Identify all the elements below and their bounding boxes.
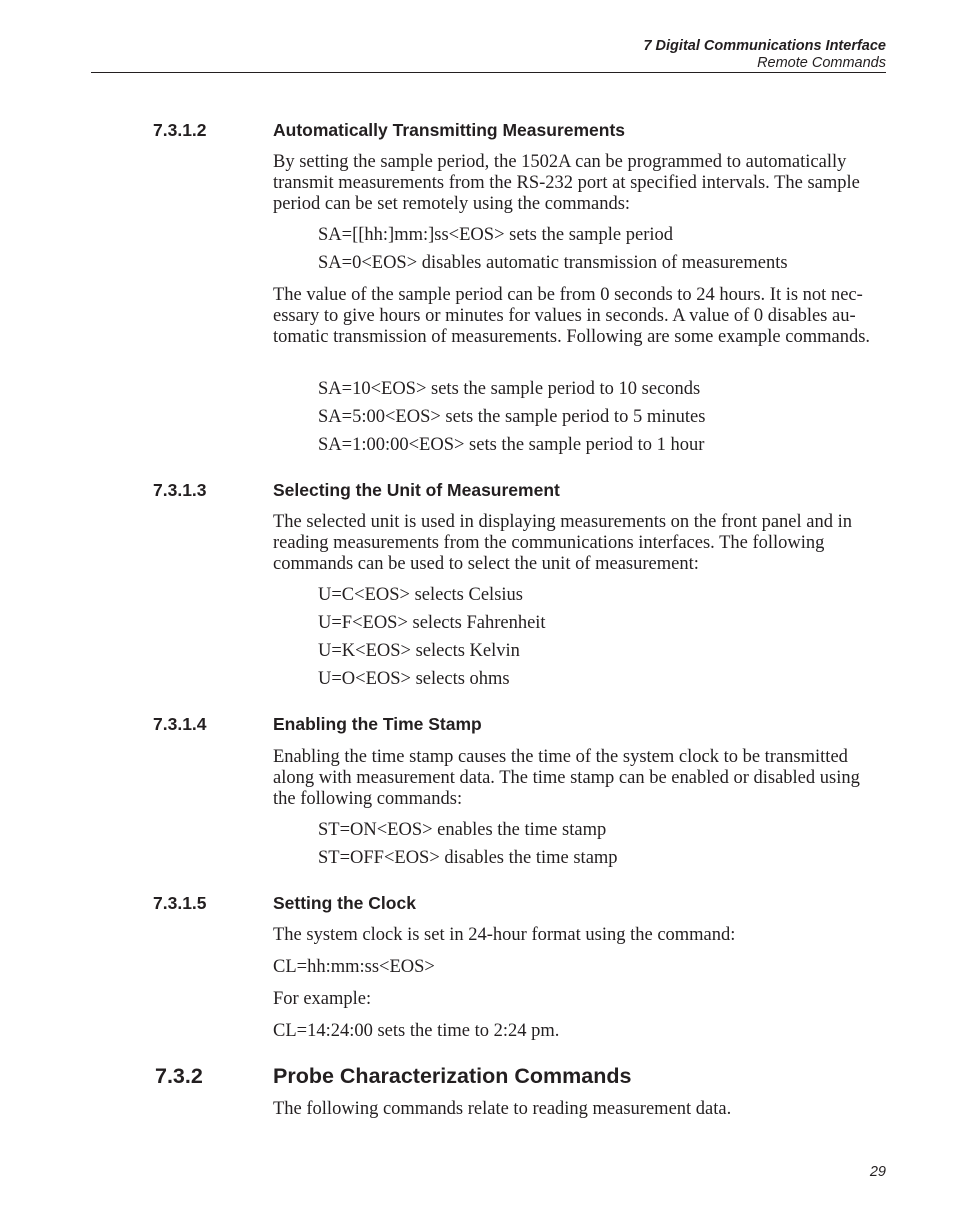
command-line: ST=OFF<EOS> disables the time stamp <box>318 848 618 868</box>
section-number: 7.3.1.5 <box>153 893 207 913</box>
section-number: 7.3.1.2 <box>153 120 207 140</box>
running-header <box>643 38 886 72</box>
command-line: ST=ON<EOS> enables the time stamp <box>318 820 607 840</box>
command-line: SA=10<EOS> sets the sample period to 10 seconds <box>318 379 701 399</box>
command-line: U=C<EOS> selects Celsius <box>318 585 523 605</box>
paragraph: Enabling the time stamp causes the time of the system clock to be transmitted along with measurement data. The time stamp can be enabled or disabled using the following commands: <box>273 747 860 809</box>
command-line: SA=5:00<EOS> sets the sample period to 5 minutes <box>318 407 706 427</box>
paragraph: By setting the sample period, the 1502A can be programmed to automatically transmit measurements from the RS-232 port at specified intervals. The sample period can be set remotely using the commands: <box>273 152 860 214</box>
paragraph: For example: <box>273 989 372 1009</box>
command-line: SA=[[hh:]mm:]ss<EOS> sets the sample period <box>318 225 674 245</box>
paragraph: CL=hh:mm:ss<EOS> <box>273 957 435 977</box>
paragraph: The system clock is set in 24-hour format using the command: <box>273 925 736 945</box>
paragraph: The selected unit is used in displaying measurements on the front panel and in reading measurements from the communications interfaces. The following commands can be used to select the unit of measurement: <box>273 512 853 574</box>
paragraph: The following commands relate to reading measurement data. <box>273 1099 732 1119</box>
paragraph: CL=14:24:00 sets the time to 2:24 pm. <box>273 1021 560 1041</box>
command-line: U=O<EOS> selects ohms <box>318 669 510 689</box>
command-line: SA=1:00:00<EOS> sets the sample period to 1 hour <box>318 435 705 455</box>
page-number: 29 <box>869 1164 886 1180</box>
command-line: SA=0<EOS> disables automatic transmission of measurements <box>318 253 788 273</box>
section-title: Probe Characterization Commands <box>273 1064 632 1088</box>
section-number: 7.3.2 <box>155 1064 203 1088</box>
command-line: U=F<EOS> selects Fahrenheit <box>318 613 546 633</box>
section-title: Setting the Clock <box>273 893 416 913</box>
section-title: Enabling the Time Stamp <box>273 714 482 734</box>
header-section: Remote Commands <box>757 55 886 71</box>
paragraph: The value of the sample period can be from 0 seconds to 24 hours. It is not nec-essary to give hours or minutes for values in seconds. A value of 0 disables au-tomatic transmission of measurements. Following are some example commands. <box>273 285 871 347</box>
section-title: Selecting the Unit of Measurement <box>273 480 560 500</box>
section-number: 7.3.1.4 <box>153 714 207 734</box>
command-line: U=K<EOS> selects Kelvin <box>318 641 520 661</box>
section-number: 7.3.1.3 <box>153 480 207 500</box>
header-chapter: 7 Digital Communications Interface <box>643 38 886 54</box>
header-rule <box>91 72 886 73</box>
section-title: Automatically Transmitting Measurements <box>273 120 626 140</box>
